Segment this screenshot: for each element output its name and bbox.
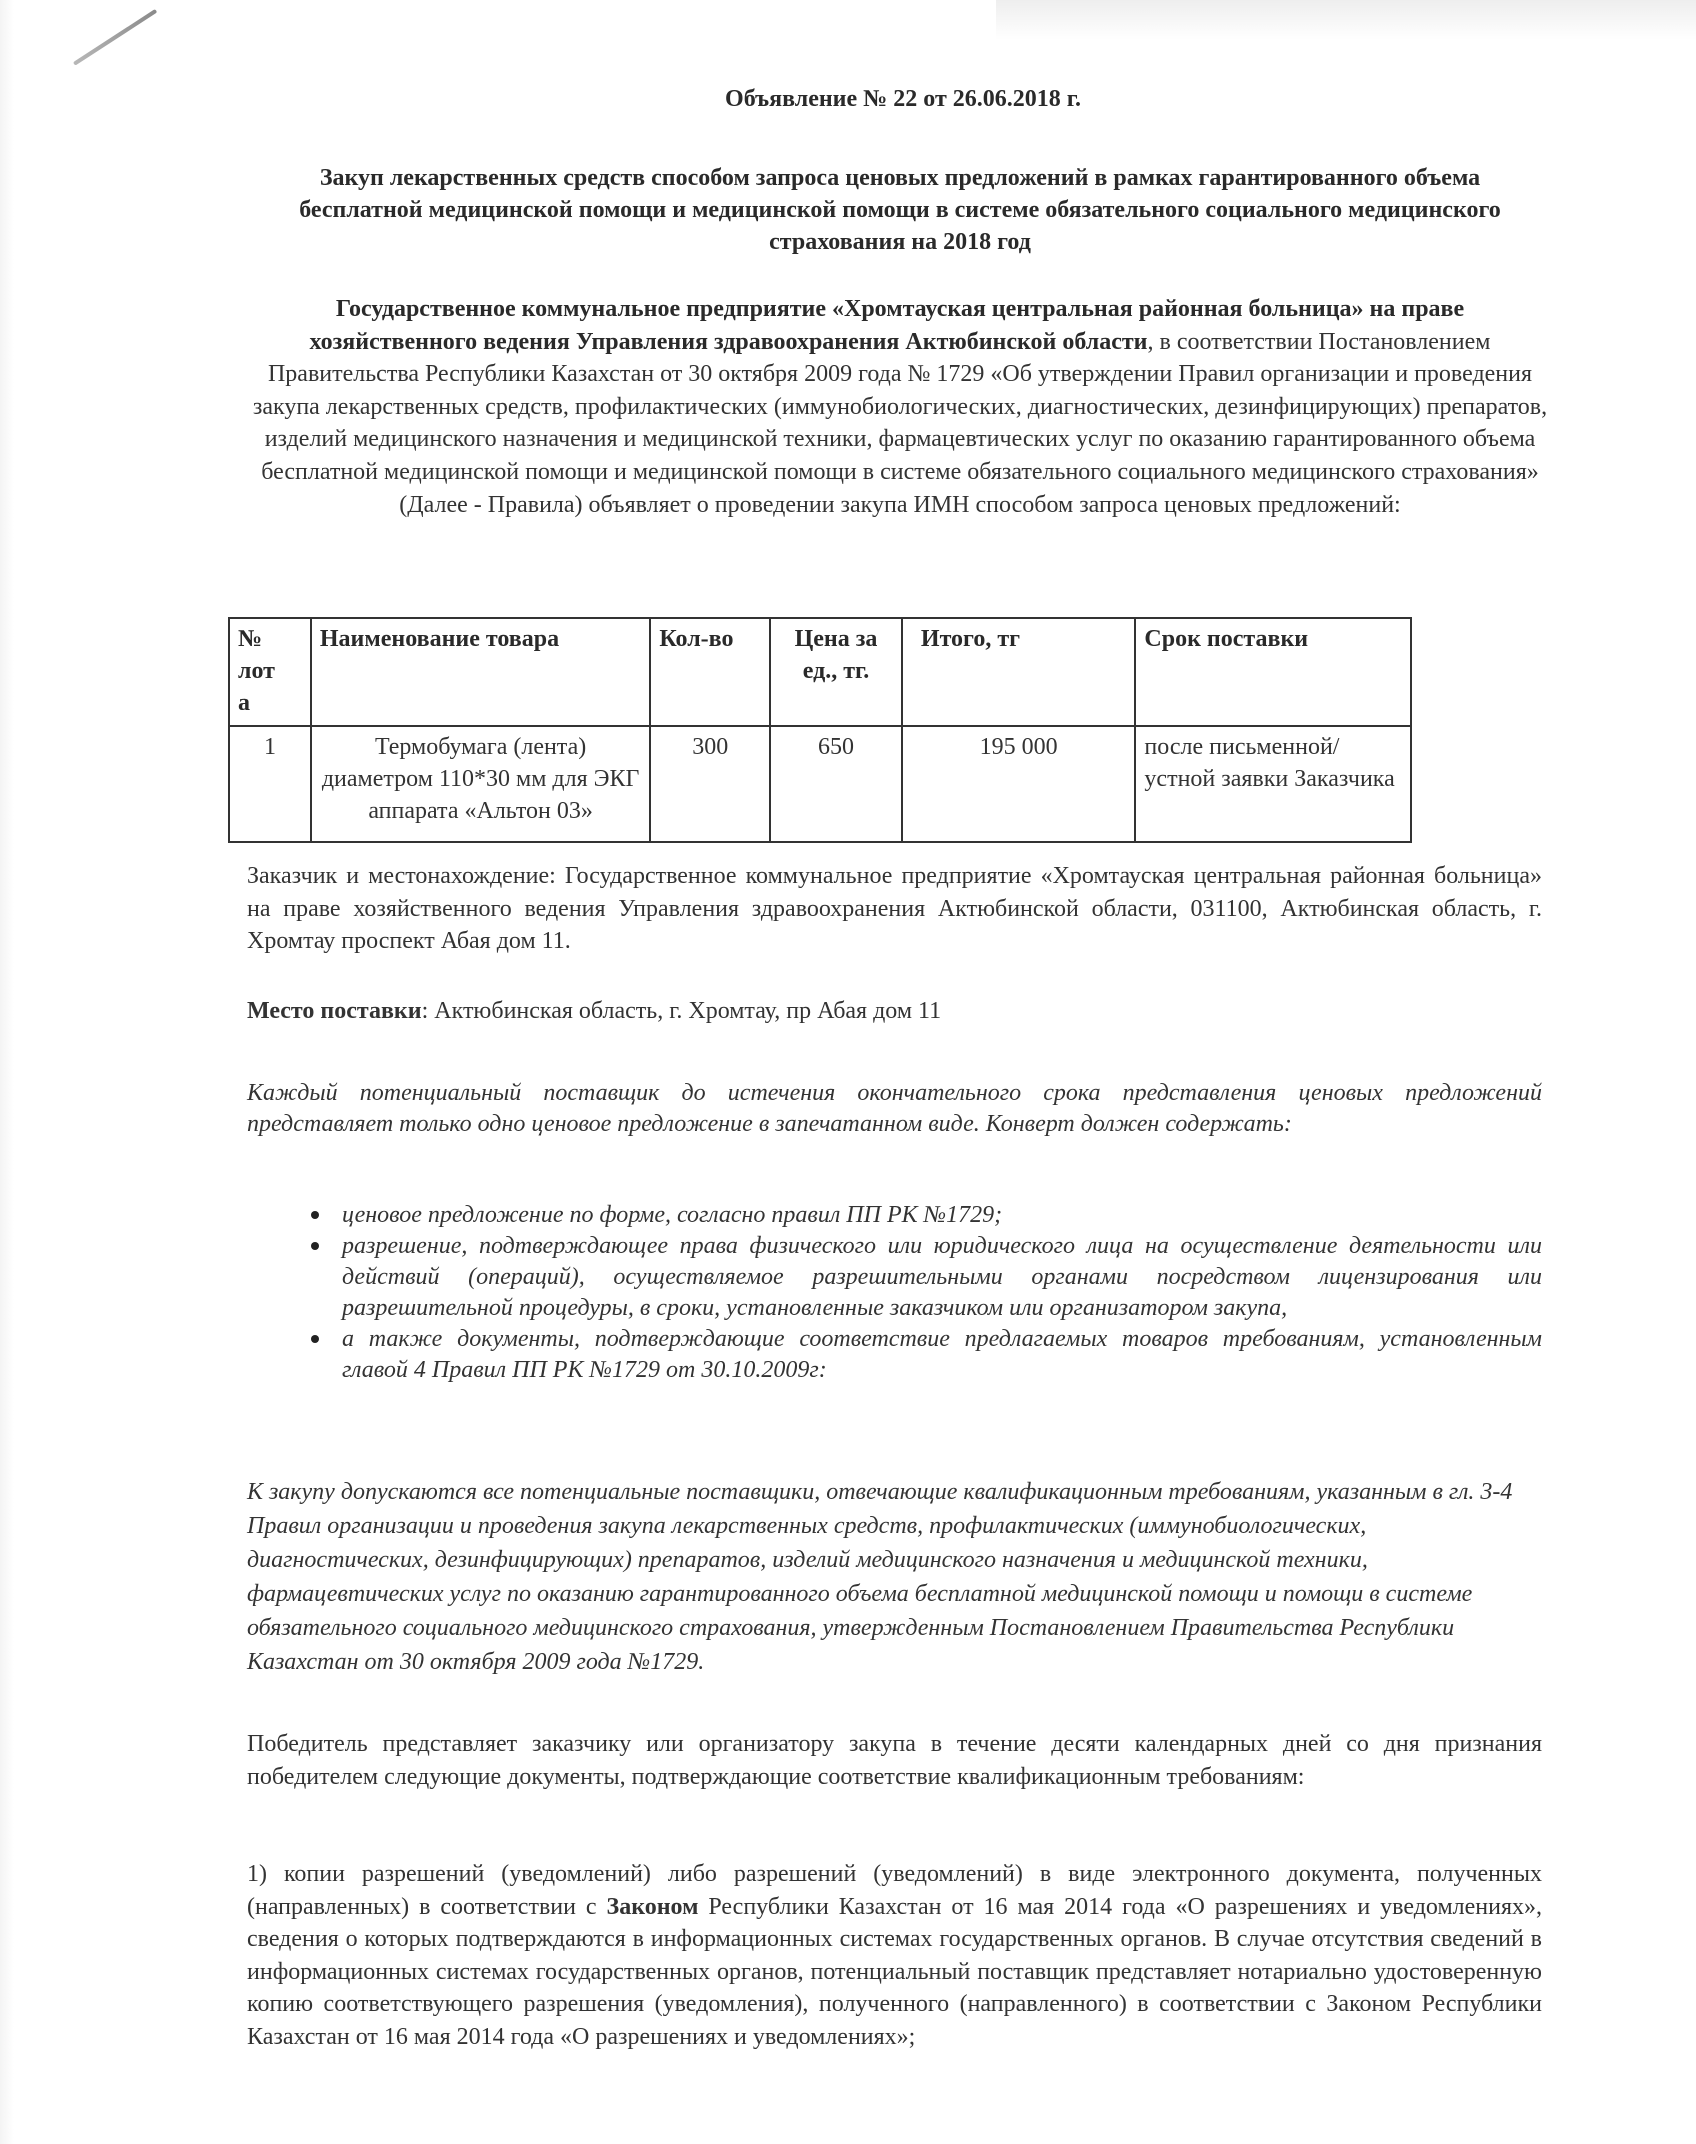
cell-lot-no: 1 <box>229 726 311 842</box>
customer-paragraph: Заказчик и местонахождение: Государственное коммунальное предприятие «Хромтауская центральная районная больница» на праве хозяйственного ведения Управления здравоохранения Актюбинской области, 031100, Актюбинская область, г. Хромтау проспект Абая дом 11. <box>247 863 1542 955</box>
header-qty: Кол-во <box>650 618 770 726</box>
pen-mark <box>73 9 157 66</box>
law-link-text: Законом <box>606 1893 699 1920</box>
delivery-place <box>247 995 1542 1028</box>
list-item <box>247 1324 1542 1386</box>
header-unit-price: Цена за ед., тг. <box>770 618 902 726</box>
header-total: Итого, тг <box>902 618 1136 726</box>
header-delivery: Срок поставки <box>1135 618 1411 726</box>
delivery-place-value: : Актюбинская область, г. Хромтау, пр Абая дом 11 <box>421 998 942 1024</box>
scan-shadow <box>996 0 1696 40</box>
list-item <box>247 1231 1542 1324</box>
requirement-item-1 <box>247 1858 1542 2054</box>
intro-paragraph <box>250 293 1550 521</box>
list-item-text: а также документы, подтверждающие соответствие предлагаемых товаров требованиям, установленным главой 4 Правил ПП РК №1729 от 30.10.2009г: <box>342 1326 1542 1383</box>
table-header-row <box>229 618 1411 726</box>
cell-total: 195 000 <box>902 726 1136 842</box>
bullet-icon <box>311 1335 319 1343</box>
header-name: Наименование товара <box>311 618 650 726</box>
document-heading: Закуп лекарственных средств способом запроса ценовых предложений в рамках гарантированного объема бесплатной медицинской помощи и медицинской помощи в системе обязательного социального медицинского страхования на 2018 год <box>299 165 1501 255</box>
envelope-items-list <box>247 1200 1542 1386</box>
list-item <box>247 1200 1542 1231</box>
list-item-text: разрешение, подтверждающее права физического или юридического лица на осуществление деятельности или действий (операций), осуществляемое разрешительными органами посредством лицензирования или разрешительной процедуры, в сроки, установленные заказчиком или организатором закупа, <box>342 1233 1542 1321</box>
scan-page-edge <box>0 0 14 2144</box>
cell-qty: 300 <box>650 726 770 842</box>
item1-text-end: Республики Казахстан от 16 мая 2014 года «О разрешениях и уведомлениях», сведения о которых подтверждаются в информационных системах государственных органов. В случае отсутствия сведений в информационных системах государственных органов, потенциальный поставщик представляет нотариально удостоверенную копию соответствующего разрешения (уведомления), полученного (направленного) в соответствии с Законом Республики Казахстан от 16 мая 2014 года «О разрешениях и уведомлениях»; <box>247 1893 1542 2050</box>
cell-name: Термобумага (лента) диаметром 110*30 мм для ЭКГ аппарата «Альтон 03» <box>311 726 650 842</box>
delivery-place-label: Место поставки <box>247 998 422 1024</box>
lots-table <box>228 617 1412 843</box>
table-row <box>229 726 1411 842</box>
document-title: Объявление № 22 от 26.06.2018 г. <box>725 86 1081 112</box>
intro-text: , в соответствии Постановлением Правительства Республики Казахстан от 30 октября 2009 года № 1729 «Об утверждении Правил организации и проведения закупа лекарственных средств, профилактических (иммунобиологических, диагностических, дезинфицирующих) препаратов, изделий медицинского назначения и медицинской техники, фармацевтических услуг по оказанию гарантированного объема бесплатной медицинской помощи и медицинской помощи в системе обязательного социального медицинского страхования» (Далее - Правила) объявляет о проведении закупа ИМН способом запроса ценовых предложений: <box>252 328 1548 518</box>
cell-unit-price: 650 <box>770 726 902 842</box>
bullet-icon <box>311 1211 319 1219</box>
list-item-text: ценовое предложение по форме, согласно правил ПП РК №1729; <box>342 1202 1003 1228</box>
header-lot-no: № лот а <box>229 618 311 726</box>
envelope-note: Каждый потенциальный поставщик до истечения окончательного срока представления ценовых предложений представляет только одно ценовое предложение в запечатанном виде. Конверт должен содержать: <box>247 1080 1542 1137</box>
item1-text-start: 1) копии разрешений (уведомлений) либо разрешений (уведомлений) в виде электронного документа, полученных (направленных) в соответствии с <box>247 1861 1542 1920</box>
cell-delivery: после письменной/устной заявки Заказчика <box>1135 726 1411 842</box>
winner-paragraph: Победитель представляет заказчику или организатору закупа в течение десяти календарных дней со дня признания победителем следующие документы, подтверждающие соответствие квалификационным требованиям: <box>247 1731 1542 1790</box>
intro-organization: Государственное коммунальное предприятие «Хромтауская центральная районная больница» на праве хозяйственного ведения Управления здравоохранения Актюбинской области <box>309 296 1465 355</box>
bullet-icon <box>311 1242 319 1250</box>
eligibility-paragraph: К закупу допускаются все потенциальные поставщики, отвечающие квалификационным требованиям, указанным в гл. 3-4 Правил организации и проведения закупа лекарственных средств, профилактических (иммунобиологических, диагностических, дезинфицирующих) препаратов, изделий медицинского назначения и медицинской техники, фармацевтических услуг по оказанию гарантированного объема бесплатной медицинской помощи и помощи в системе обязательного социального медицинского страхования, утвержденным Постановлением Правительства Республики Казахстан от 30 октября 2009 года №1729. <box>247 1479 1513 1675</box>
